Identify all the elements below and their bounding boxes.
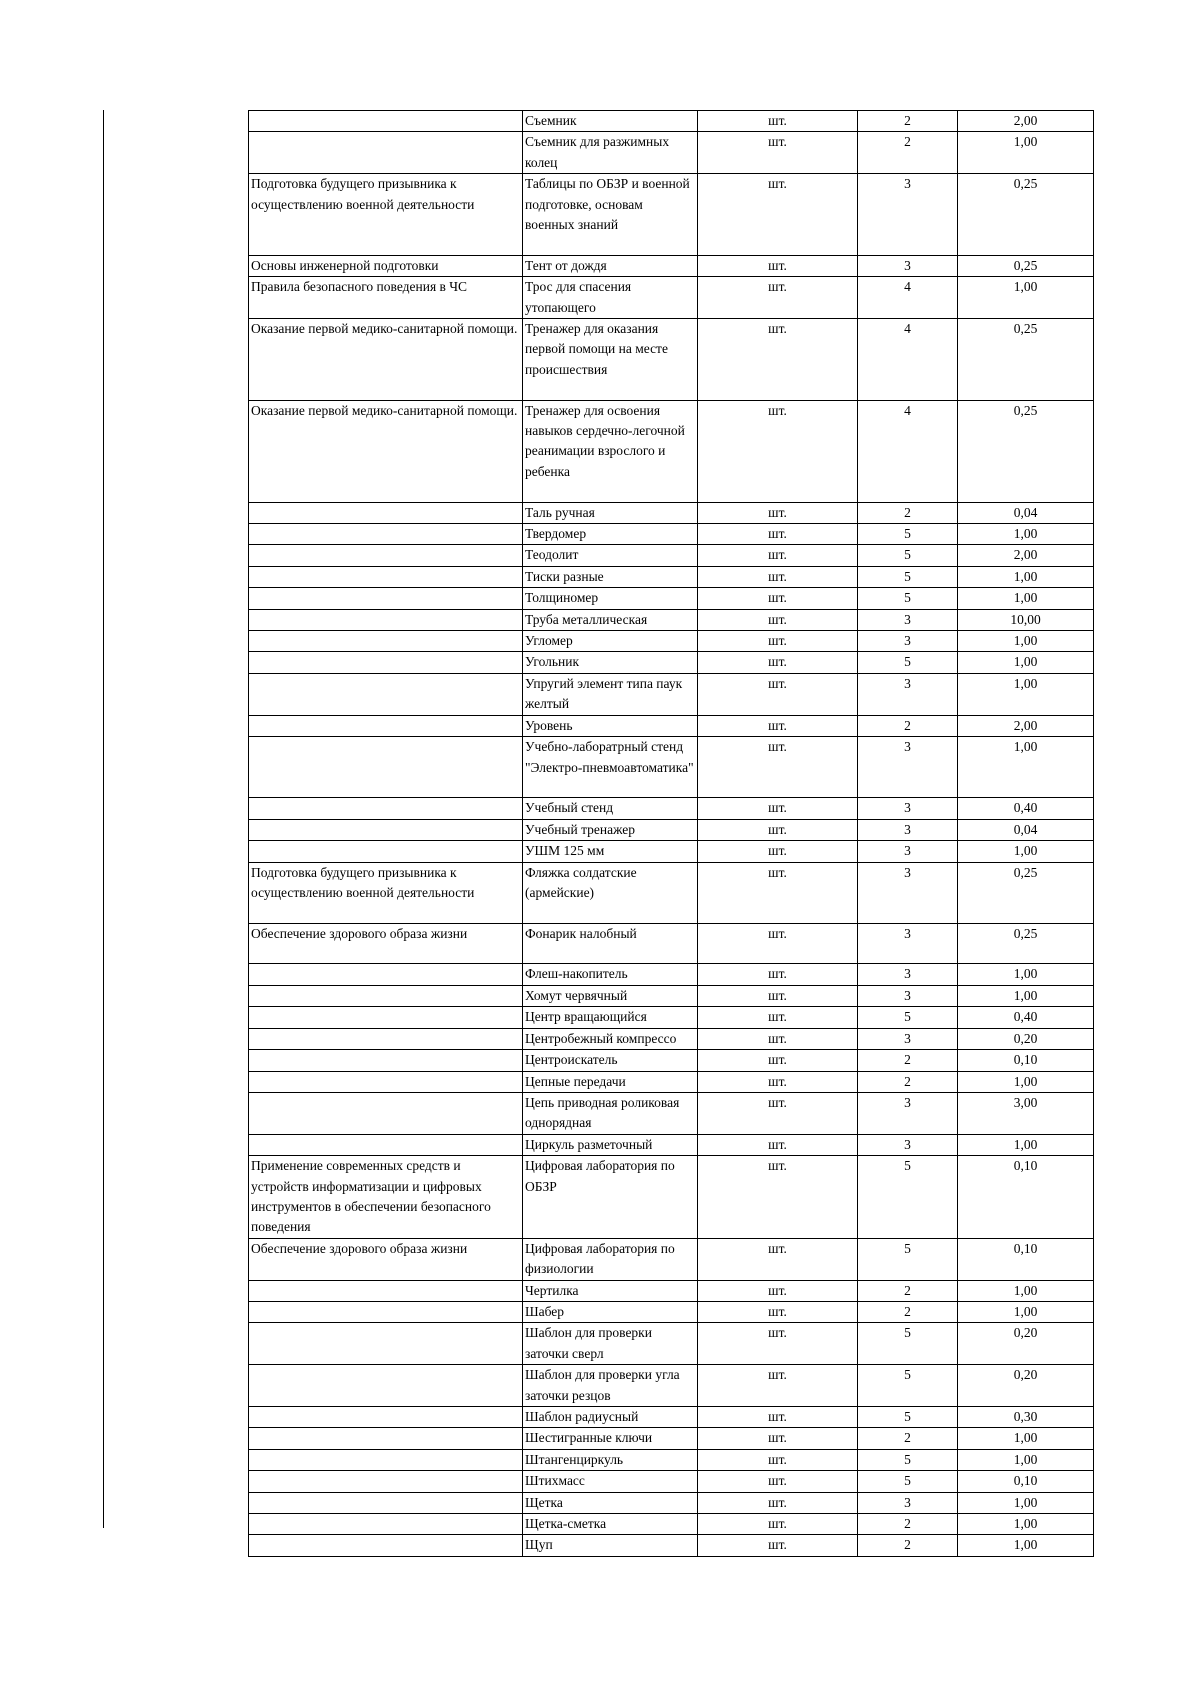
topic-cell (249, 798, 523, 819)
unit-cell: шт. (698, 1323, 858, 1365)
item-name-cell: Штангенциркуль (523, 1449, 698, 1470)
quantity-cell: 2 (858, 111, 958, 132)
unit-cell: шт. (698, 400, 858, 502)
quantity-cell: 5 (858, 1156, 958, 1239)
table-row (249, 964, 1094, 985)
table-row (249, 1428, 1094, 1449)
quantity-cell: 3 (858, 609, 958, 630)
table-row (249, 1050, 1094, 1071)
unit-cell: шт. (698, 1492, 858, 1513)
item-name-cell: Тиски разные (523, 566, 698, 587)
topic-cell (249, 631, 523, 652)
unit-cell: шт. (698, 319, 858, 401)
norm-cell: 0,20 (958, 1365, 1094, 1407)
table-row (249, 588, 1094, 609)
item-name-cell: Уровень (523, 715, 698, 736)
table-row (249, 174, 1094, 256)
topic-cell (249, 1050, 523, 1071)
topic-cell (249, 673, 523, 715)
quantity-cell: 3 (858, 174, 958, 256)
table-row (249, 1365, 1094, 1407)
topic-cell (249, 1471, 523, 1492)
unit-cell: шт. (698, 798, 858, 819)
table-row (249, 1514, 1094, 1535)
quantity-cell: 2 (858, 1071, 958, 1092)
item-name-cell: Шаблон для проверки угла заточки резцов (523, 1365, 698, 1407)
item-name-cell: Съемник (523, 111, 698, 132)
item-name-cell: Чертилка (523, 1280, 698, 1301)
unit-cell: шт. (698, 1514, 858, 1535)
item-name-cell: Учебно-лабоpатрный стенд "Электро-пневмоавтоматика" (523, 737, 698, 798)
norm-cell: 0,10 (958, 1471, 1094, 1492)
item-name-cell: Шестигранные ключи (523, 1428, 698, 1449)
unit-cell: шт. (698, 1007, 858, 1028)
quantity-cell: 3 (858, 964, 958, 985)
item-name-cell: Цифровая лаборатория по физиологии (523, 1238, 698, 1280)
unit-cell: шт. (698, 524, 858, 545)
table-row (249, 1007, 1094, 1028)
unit-cell: шт. (698, 1280, 858, 1301)
norm-cell: 0,20 (958, 1323, 1094, 1365)
table-row (249, 1492, 1094, 1513)
unit-cell: шт. (698, 985, 858, 1006)
topic-cell (249, 841, 523, 862)
table-row (249, 566, 1094, 587)
topic-cell: Обеспечение здорового образа жизни (249, 1238, 523, 1280)
equipment-table (248, 110, 1094, 1557)
item-name-cell: Учебный стенд (523, 798, 698, 819)
unit-cell: шт. (698, 1365, 858, 1407)
item-name-cell: УШМ 125 мм (523, 841, 698, 862)
norm-cell: 0,04 (958, 819, 1094, 840)
quantity-cell: 3 (858, 841, 958, 862)
item-name-cell: Съемник для разжимных колец (523, 132, 698, 174)
unit-cell: шт. (698, 1156, 858, 1239)
unit-cell: шт. (698, 502, 858, 523)
quantity-cell: 5 (858, 1407, 958, 1428)
norm-cell: 1,00 (958, 841, 1094, 862)
table-row (249, 652, 1094, 673)
quantity-cell: 3 (858, 985, 958, 1006)
unit-cell: шт. (698, 737, 858, 798)
topic-cell: Правила безопасного поведения в ЧС (249, 277, 523, 319)
topic-cell: Основы инженерной подготовки (249, 255, 523, 276)
topic-cell (249, 1428, 523, 1449)
quantity-cell: 4 (858, 319, 958, 401)
quantity-cell: 5 (858, 1007, 958, 1028)
table-row (249, 862, 1094, 923)
topic-cell: Подготовка будущего призывника к осуществлению военной деятельности (249, 174, 523, 256)
norm-cell: 1,00 (958, 1492, 1094, 1513)
norm-cell: 1,00 (958, 132, 1094, 174)
topic-cell (249, 132, 523, 174)
table-row (249, 111, 1094, 132)
quantity-cell: 3 (858, 1492, 958, 1513)
topic-cell: Обеспечение здорового образа жизни (249, 923, 523, 964)
item-name-cell: Шабер (523, 1301, 698, 1322)
table-row (249, 923, 1094, 964)
norm-cell: 0,10 (958, 1156, 1094, 1239)
norm-cell: 1,00 (958, 673, 1094, 715)
quantity-cell: 3 (858, 1028, 958, 1049)
topic-cell (249, 524, 523, 545)
unit-cell: шт. (698, 1028, 858, 1049)
norm-cell: 1,00 (958, 566, 1094, 587)
norm-cell: 1,00 (958, 1280, 1094, 1301)
norm-cell: 0,25 (958, 174, 1094, 256)
unit-cell: шт. (698, 1535, 858, 1556)
quantity-cell: 5 (858, 588, 958, 609)
unit-cell: шт. (698, 673, 858, 715)
quantity-cell: 2 (858, 1050, 958, 1071)
unit-cell: шт. (698, 609, 858, 630)
table-row (249, 985, 1094, 1006)
quantity-cell: 3 (858, 255, 958, 276)
equipment-table-body (249, 111, 1094, 1557)
topic-cell (249, 1535, 523, 1556)
table-row (249, 1301, 1094, 1322)
topic-cell (249, 1514, 523, 1535)
table-row (249, 1535, 1094, 1556)
topic-cell: Подготовка будущего призывника к осуществлению военной деятельности (249, 862, 523, 923)
topic-cell (249, 1007, 523, 1028)
norm-cell: 0,10 (958, 1238, 1094, 1280)
table-row (249, 819, 1094, 840)
topic-cell (249, 1071, 523, 1092)
item-name-cell: Цепные передачи (523, 1071, 698, 1092)
item-name-cell: Таль ручная (523, 502, 698, 523)
norm-cell: 0,25 (958, 923, 1094, 964)
unit-cell: шт. (698, 819, 858, 840)
norm-cell: 0,04 (958, 502, 1094, 523)
norm-cell: 1,00 (958, 277, 1094, 319)
topic-cell (249, 1323, 523, 1365)
quantity-cell: 3 (858, 631, 958, 652)
quantity-cell: 3 (858, 1092, 958, 1134)
norm-cell: 0,25 (958, 255, 1094, 276)
table-row (249, 545, 1094, 566)
table-row (249, 1471, 1094, 1492)
table-row (249, 1449, 1094, 1470)
topic-cell (249, 1134, 523, 1155)
quantity-cell: 4 (858, 400, 958, 502)
norm-cell: 2,00 (958, 111, 1094, 132)
norm-cell: 1,00 (958, 652, 1094, 673)
norm-cell: 1,00 (958, 1301, 1094, 1322)
topic-cell (249, 964, 523, 985)
topic-cell (249, 1492, 523, 1513)
unit-cell: шт. (698, 631, 858, 652)
left-column-rule (103, 110, 104, 1528)
unit-cell: шт. (698, 255, 858, 276)
table-row (249, 1134, 1094, 1155)
unit-cell: шт. (698, 1407, 858, 1428)
unit-cell: шт. (698, 545, 858, 566)
table-row (249, 798, 1094, 819)
table-row (249, 524, 1094, 545)
table-row (249, 1092, 1094, 1134)
quantity-cell: 5 (858, 652, 958, 673)
item-name-cell: Щуп (523, 1535, 698, 1556)
norm-cell: 1,00 (958, 1514, 1094, 1535)
norm-cell: 0,25 (958, 862, 1094, 923)
table-row (249, 1071, 1094, 1092)
norm-cell: 1,00 (958, 1449, 1094, 1470)
norm-cell: 0,25 (958, 400, 1094, 502)
item-name-cell: Центроискатель (523, 1050, 698, 1071)
unit-cell: шт. (698, 566, 858, 587)
table-row (249, 673, 1094, 715)
unit-cell: шт. (698, 1471, 858, 1492)
topic-cell (249, 1028, 523, 1049)
table-row (249, 319, 1094, 401)
norm-cell: 0,20 (958, 1028, 1094, 1049)
unit-cell: шт. (698, 1050, 858, 1071)
unit-cell: шт. (698, 1449, 858, 1470)
norm-cell: 1,00 (958, 1134, 1094, 1155)
norm-cell: 1,00 (958, 964, 1094, 985)
topic-cell (249, 819, 523, 840)
table-row (249, 715, 1094, 736)
topic-cell (249, 1301, 523, 1322)
unit-cell: шт. (698, 174, 858, 256)
quantity-cell: 5 (858, 1471, 958, 1492)
item-name-cell: Щетка-сметка (523, 1514, 698, 1535)
item-name-cell: Труба металлическая (523, 609, 698, 630)
norm-cell: 1,00 (958, 1535, 1094, 1556)
quantity-cell: 5 (858, 545, 958, 566)
quantity-cell: 5 (858, 1238, 958, 1280)
unit-cell: шт. (698, 1134, 858, 1155)
quantity-cell: 5 (858, 1365, 958, 1407)
item-name-cell: Цепь приводная роликовая однорядная (523, 1092, 698, 1134)
unit-cell: шт. (698, 652, 858, 673)
quantity-cell: 5 (858, 1323, 958, 1365)
quantity-cell: 3 (858, 1134, 958, 1155)
norm-cell: 1,00 (958, 524, 1094, 545)
topic-cell (249, 652, 523, 673)
norm-cell: 0,10 (958, 1050, 1094, 1071)
item-name-cell: Центробежный компрессо (523, 1028, 698, 1049)
topic-cell: Оказание первой медико-санитарной помощи. (249, 400, 523, 502)
unit-cell: шт. (698, 1238, 858, 1280)
topic-cell (249, 545, 523, 566)
topic-cell (249, 1092, 523, 1134)
item-name-cell: Цифровая лаборатория по ОБЗР (523, 1156, 698, 1239)
quantity-cell: 2 (858, 1280, 958, 1301)
quantity-cell: 2 (858, 1428, 958, 1449)
table-row (249, 609, 1094, 630)
quantity-cell: 2 (858, 715, 958, 736)
quantity-cell: 2 (858, 1514, 958, 1535)
topic-cell (249, 502, 523, 523)
item-name-cell: Шаблон радиусный (523, 1407, 698, 1428)
norm-cell: 0,25 (958, 319, 1094, 401)
table-row (249, 132, 1094, 174)
unit-cell: шт. (698, 588, 858, 609)
table-row (249, 737, 1094, 798)
norm-cell: 1,00 (958, 1428, 1094, 1449)
topic-cell: Применение современных средств и устройств информатизации и цифровых инструментов в обеспечении безопасного поведения (249, 1156, 523, 1239)
unit-cell: шт. (698, 132, 858, 174)
quantity-cell: 2 (858, 1535, 958, 1556)
item-name-cell: Тренажер для освоения навыков сердечно-легочной реанимации взрослого и ребенка (523, 400, 698, 502)
item-name-cell: Угольник (523, 652, 698, 673)
quantity-cell: 5 (858, 524, 958, 545)
quantity-cell: 5 (858, 1449, 958, 1470)
table-row (249, 1156, 1094, 1239)
quantity-cell: 3 (858, 923, 958, 964)
table-row (249, 1028, 1094, 1049)
item-name-cell: Фонарик налобный (523, 923, 698, 964)
norm-cell: 1,00 (958, 985, 1094, 1006)
quantity-cell: 4 (858, 277, 958, 319)
norm-cell: 1,00 (958, 737, 1094, 798)
unit-cell: шт. (698, 964, 858, 985)
item-name-cell: Твердомер (523, 524, 698, 545)
table-row (249, 841, 1094, 862)
unit-cell: шт. (698, 923, 858, 964)
table-row (249, 1323, 1094, 1365)
item-name-cell: Упругий элемент типа паук желтый (523, 673, 698, 715)
item-name-cell: Толщиномер (523, 588, 698, 609)
item-name-cell: Фляжка солдатские (армейские) (523, 862, 698, 923)
topic-cell (249, 609, 523, 630)
table-row (249, 400, 1094, 502)
item-name-cell: Флеш-накопитель (523, 964, 698, 985)
norm-cell: 0,30 (958, 1407, 1094, 1428)
item-name-cell: Учебный тренажер (523, 819, 698, 840)
unit-cell: шт. (698, 715, 858, 736)
table-row (249, 277, 1094, 319)
topic-cell (249, 715, 523, 736)
topic-cell (249, 1449, 523, 1470)
norm-cell: 0,40 (958, 798, 1094, 819)
quantity-cell: 3 (858, 737, 958, 798)
unit-cell: шт. (698, 1428, 858, 1449)
unit-cell: шт. (698, 841, 858, 862)
item-name-cell: Циркуль разметочный (523, 1134, 698, 1155)
quantity-cell: 2 (858, 1301, 958, 1322)
norm-cell: 1,00 (958, 588, 1094, 609)
item-name-cell: Угломер (523, 631, 698, 652)
unit-cell: шт. (698, 277, 858, 319)
item-name-cell: Трос для спасения утопающего (523, 277, 698, 319)
quantity-cell: 3 (858, 819, 958, 840)
unit-cell: шт. (698, 111, 858, 132)
norm-cell: 2,00 (958, 715, 1094, 736)
quantity-cell: 2 (858, 132, 958, 174)
norm-cell: 3,00 (958, 1092, 1094, 1134)
unit-cell: шт. (698, 1071, 858, 1092)
item-name-cell: Штихмасс (523, 1471, 698, 1492)
topic-cell (249, 566, 523, 587)
topic-cell (249, 588, 523, 609)
quantity-cell: 3 (858, 798, 958, 819)
item-name-cell: Хомут червячный (523, 985, 698, 1006)
unit-cell: шт. (698, 862, 858, 923)
quantity-cell: 2 (858, 502, 958, 523)
norm-cell: 1,00 (958, 1071, 1094, 1092)
table-row (249, 1280, 1094, 1301)
item-name-cell: Таблицы по ОБЗР и военной подготовке, основам военных знаний (523, 174, 698, 256)
table-row (249, 1407, 1094, 1428)
topic-cell (249, 111, 523, 132)
item-name-cell: Теодолит (523, 545, 698, 566)
quantity-cell: 3 (858, 862, 958, 923)
norm-cell: 0,40 (958, 1007, 1094, 1028)
topic-cell (249, 737, 523, 798)
unit-cell: шт. (698, 1301, 858, 1322)
item-name-cell: Щетка (523, 1492, 698, 1513)
norm-cell: 1,00 (958, 631, 1094, 652)
norm-cell: 10,00 (958, 609, 1094, 630)
table-row (249, 631, 1094, 652)
topic-cell (249, 1280, 523, 1301)
quantity-cell: 5 (858, 566, 958, 587)
norm-cell: 2,00 (958, 545, 1094, 566)
topic-cell: Оказание первой медико-санитарной помощи. (249, 319, 523, 401)
item-name-cell: Тренажер для оказания первой помощи на месте происшествия (523, 319, 698, 401)
topic-cell (249, 1365, 523, 1407)
table-row (249, 502, 1094, 523)
table-row (249, 255, 1094, 276)
item-name-cell: Тент от дождя (523, 255, 698, 276)
item-name-cell: Центр вращающийся (523, 1007, 698, 1028)
unit-cell: шт. (698, 1092, 858, 1134)
topic-cell (249, 1407, 523, 1428)
table-row (249, 1238, 1094, 1280)
item-name-cell: Шаблон для проверки заточки сверл (523, 1323, 698, 1365)
topic-cell (249, 985, 523, 1006)
quantity-cell: 3 (858, 673, 958, 715)
